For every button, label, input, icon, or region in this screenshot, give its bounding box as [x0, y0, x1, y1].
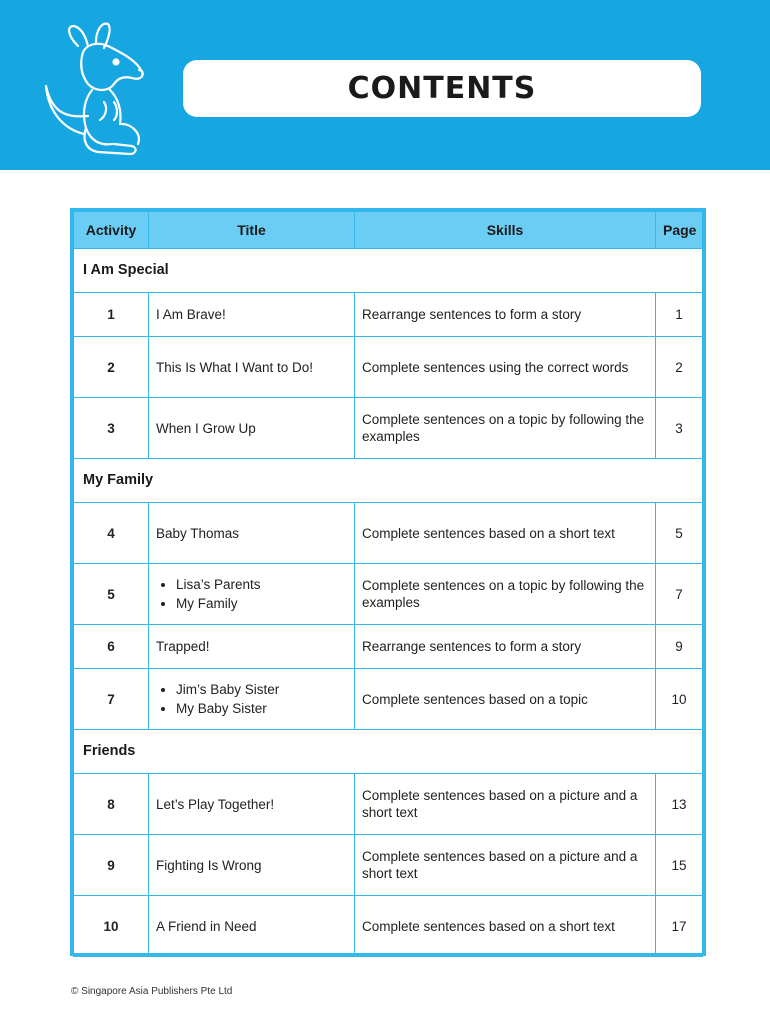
column-header-activity: Activity — [74, 212, 149, 249]
activity-number: 3 — [74, 398, 149, 459]
kangaroo-icon — [38, 16, 160, 164]
table-row — [74, 774, 703, 835]
activity-skill: Complete sentences based on a topic — [355, 669, 656, 730]
section-heading: My Family — [74, 459, 703, 503]
page-number: 2 — [656, 337, 703, 398]
activity-title-list — [149, 669, 355, 730]
list-item: • My Family — [176, 595, 347, 612]
page-number: 1 — [656, 293, 703, 337]
activity-title-list — [149, 564, 355, 625]
table-header-row — [74, 212, 703, 249]
list-item: • Jim’s Baby Sister — [176, 681, 347, 698]
activity-number: 7 — [74, 669, 149, 730]
table-row — [74, 896, 703, 957]
title-banner — [183, 60, 701, 117]
activity-number: 1 — [74, 293, 149, 337]
activity-skill: Complete sentences using the correct words — [355, 337, 656, 398]
activity-title: This Is What I Want to Do! — [149, 337, 355, 398]
activity-skill: Complete sentences based on a picture and a short text — [355, 774, 656, 835]
table-row — [74, 503, 703, 564]
activity-title: A Friend in Need — [149, 896, 355, 957]
activity-skill: Complete sentences on a topic by following the examples — [355, 398, 656, 459]
page-number: 10 — [656, 669, 703, 730]
activity-skill: Rearrange sentences to form a story — [355, 625, 656, 669]
section-row — [74, 730, 703, 774]
activity-skill: Rearrange sentences to form a story — [355, 293, 656, 337]
contents-table-frame — [70, 208, 706, 956]
activity-title: Fighting Is Wrong — [149, 835, 355, 896]
activity-number: 5 — [74, 564, 149, 625]
activity-number: 2 — [74, 337, 149, 398]
activity-title: Let’s Play Together! — [149, 774, 355, 835]
section-row — [74, 249, 703, 293]
table-row — [74, 835, 703, 896]
activity-number: 10 — [74, 896, 149, 957]
activity-number: 4 — [74, 503, 149, 564]
list-item: • My Baby Sister — [176, 700, 347, 717]
section-row — [74, 459, 703, 503]
page-number: 3 — [656, 398, 703, 459]
contents-table — [73, 211, 703, 957]
list-item: • Lisa’s Parents — [176, 576, 347, 593]
activity-skill: Complete sentences on a topic by following the examples — [355, 564, 656, 625]
activity-skill: Complete sentences based on a short text — [355, 503, 656, 564]
section-heading: I Am Special — [74, 249, 703, 293]
page-number: 5 — [656, 503, 703, 564]
column-header-skills: Skills — [355, 212, 656, 249]
activity-number: 9 — [74, 835, 149, 896]
header-banner — [0, 0, 770, 170]
table-row — [74, 293, 703, 337]
page-number: 13 — [656, 774, 703, 835]
table-row — [74, 398, 703, 459]
activity-title: When I Grow Up — [149, 398, 355, 459]
activity-title: Baby Thomas — [149, 503, 355, 564]
activity-skill: Complete sentences based on a short text — [355, 896, 656, 957]
activity-skill: Complete sentences based on a picture and a short text — [355, 835, 656, 896]
column-header-page: Page — [656, 212, 703, 249]
section-heading: Friends — [74, 730, 703, 774]
column-header-title: Title — [149, 212, 355, 249]
activity-title: Trapped! — [149, 625, 355, 669]
activity-title: I Am Brave! — [149, 293, 355, 337]
activity-number: 6 — [74, 625, 149, 669]
table-row — [74, 337, 703, 398]
table-row — [74, 625, 703, 669]
page-number: 9 — [656, 625, 703, 669]
page-number: 17 — [656, 896, 703, 957]
page-title: CONTENTS — [347, 71, 537, 106]
page-number: 15 — [656, 835, 703, 896]
table-row — [74, 669, 703, 730]
copyright-footer: © Singapore Asia Publishers Pte Ltd — [71, 986, 233, 997]
page-number: 7 — [656, 564, 703, 625]
table-row — [74, 564, 703, 625]
activity-number: 8 — [74, 774, 149, 835]
